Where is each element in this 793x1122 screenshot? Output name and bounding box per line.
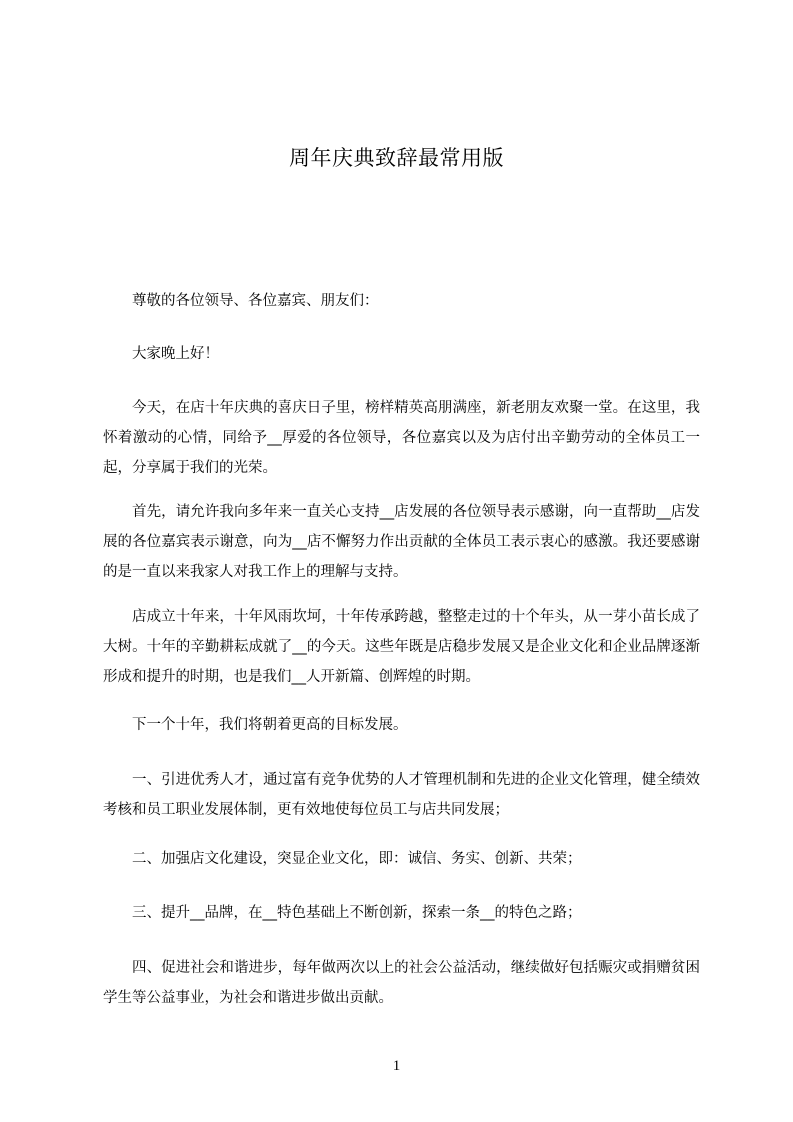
paragraph-goal-4: 四、促进社会和谐进步，每年做两次以上的社会公益活动，继续做好包括赈灾或捐赠贫困学生等公益事业，为社会和谐进步做出贡献。 xyxy=(103,960,700,1006)
paragraph-thanks: 首先，请允许我向多年来一直关心支持__店发展的各位领导表示感谢，向一直帮助__店发展的各位嘉宾表示谢意，向为__店不懈努力作出贡献的全体员工表示衷心的感激。我还要感谢的是一直以来我家人对我工作上的理解与支持。 xyxy=(103,504,700,580)
paragraph-goal-1: 一、引进优秀人才，通过富有竞争优势的人才管理机制和先进的企业文化管理，健全绩效考核和员工职业发展体制，更有效地使每位员工与店共同发展； xyxy=(103,772,700,818)
paragraph-goal-2: 二、加强店文化建设，突显企业文化，即：诚信、务实、创新、共荣； xyxy=(132,851,582,867)
paragraph-greeting: 大家晚上好！ xyxy=(132,346,219,362)
paragraph-salutation: 尊敬的各位领导、各位嘉宾、朋友们： xyxy=(132,293,379,309)
paragraph-history: 店成立十年来，十年风雨坎坷，十年传承跨越，整整走过的十个年头，从一芽小苗长成了大树。十年的辛勤耕耘成就了__的今天。这些年既是店稳步发展又是企业文化和企业品牌逐渐形成和提升的时期，也是我们__人开新篇、创辉煌的时期。 xyxy=(103,609,700,685)
paragraph-goal-3: 三、提升__品牌，在__特色基础上不断创新，探索一条__的特色之路； xyxy=(132,905,582,921)
page-title: 周年庆典致辞最常用版 xyxy=(289,146,504,170)
paragraph-opening: 今天，在店十年庆典的喜庆日子里，榜样精英高朋满座，新老朋友欢聚一堂。在这里，我怀着激动的心情，同给予__厚爱的各位领导，各位嘉宾以及为店付出辛勤劳动的全体员工一起，分享属于我们的光荣。 xyxy=(103,400,700,476)
paragraph-next-decade: 下一个十年，我们将朝着更高的目标发展。 xyxy=(132,717,408,733)
page-number: 1 xyxy=(392,1058,401,1074)
